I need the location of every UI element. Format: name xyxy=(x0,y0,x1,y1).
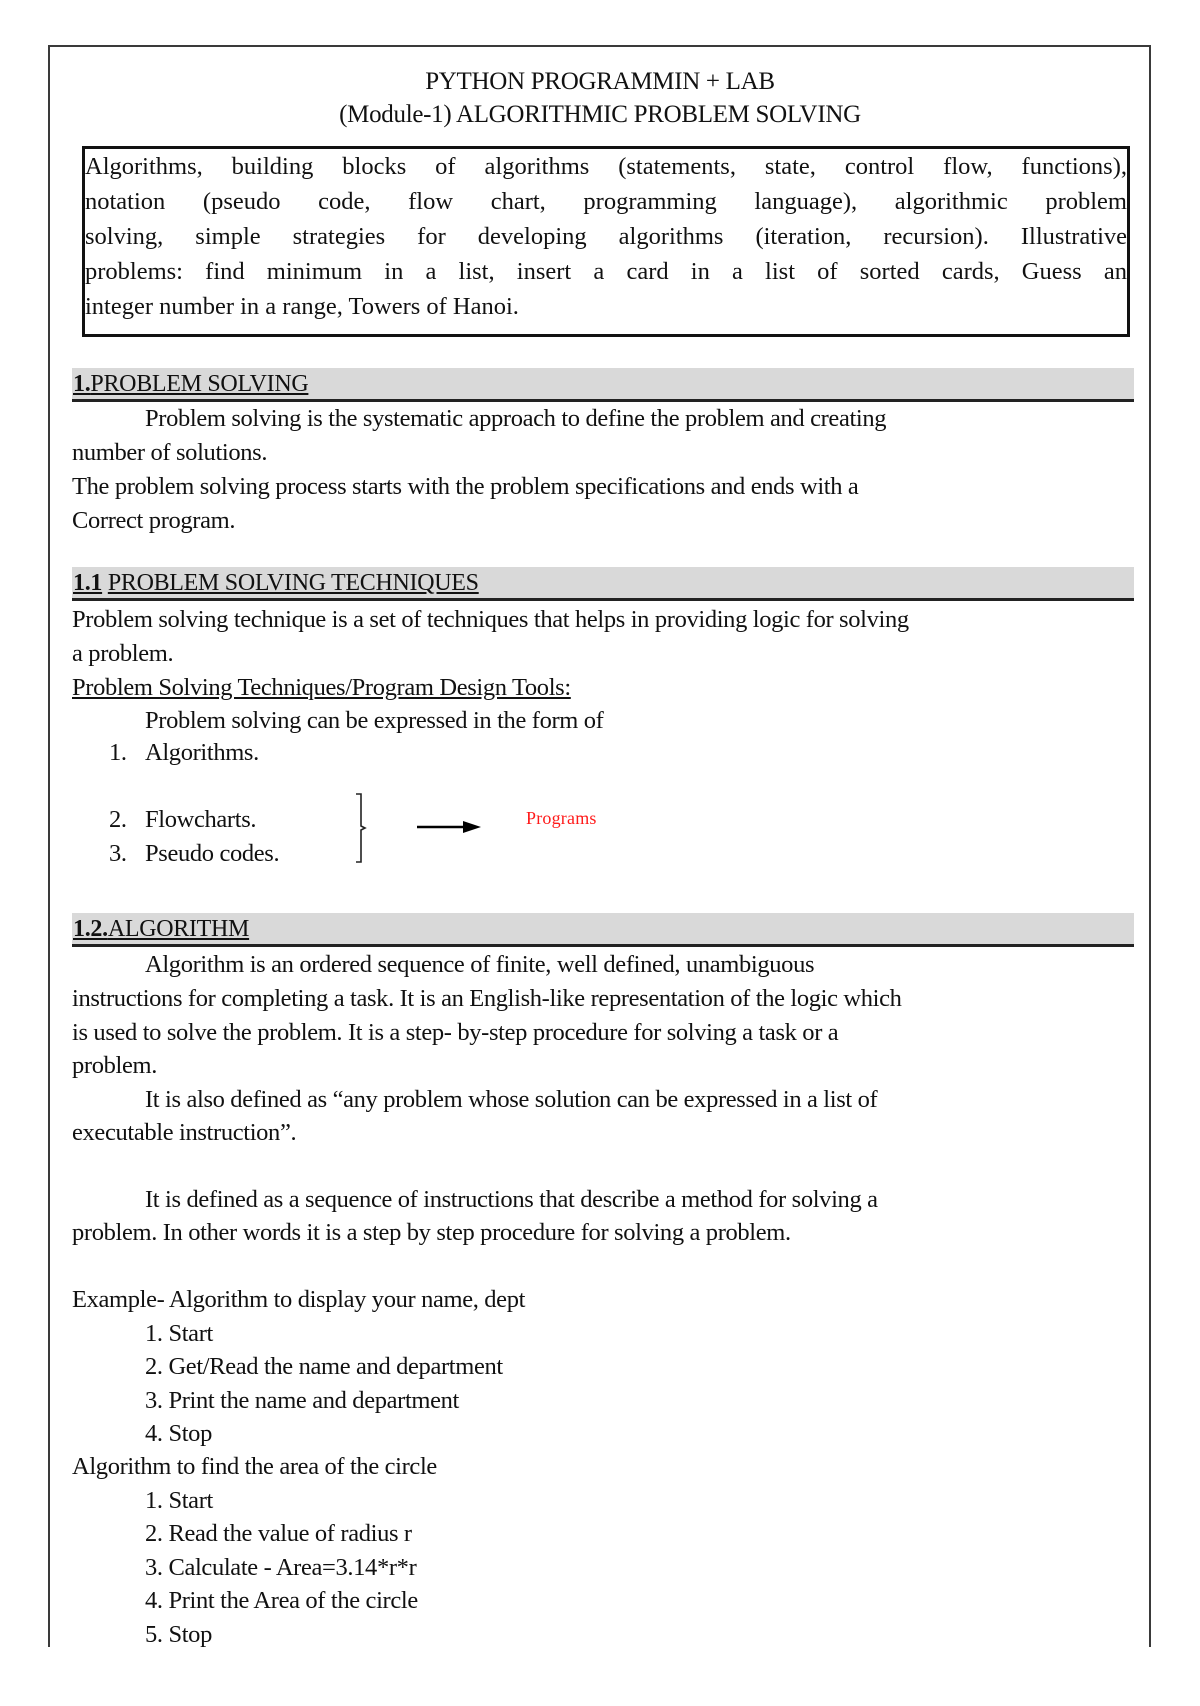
summary-line: Algorithms, building blocks of algorithms (statements, state, control flow, functions), xyxy=(85,153,1127,180)
example-heading: Example- Algorithm to display your name, dept xyxy=(72,1286,526,1313)
section-heading-problem-solving-techniques xyxy=(72,567,1134,601)
summary-line: notation (pseudo code, flow chart, programming language), algorithmic problem xyxy=(85,188,1127,215)
example-step: 4. Print the Area of the circle xyxy=(145,1587,418,1614)
programs-label: Programs xyxy=(526,808,597,828)
paragraph-line: executable instruction”. xyxy=(72,1119,297,1146)
section-title: ALGORITHM xyxy=(107,916,250,942)
paragraph-line: problem. In other words it is a step by step procedure for solving a problem. xyxy=(72,1219,791,1246)
summary-line: problems: find minimum in a list, insert a card in a list of sorted cards, Guess an xyxy=(85,258,1127,285)
section-number: 1.1 xyxy=(73,570,103,596)
tool-item-pseudo-codes: Pseudo codes. xyxy=(145,840,280,867)
paragraph-line: It is also defined as “any problem whose solution can be expressed in a list of xyxy=(145,1086,878,1113)
tool-number: 2. xyxy=(109,806,127,833)
paragraph-line: a problem. xyxy=(72,640,174,667)
section-heading-algorithm xyxy=(72,913,1134,947)
summary-line: solving, simple strategies for developing algorithms (iteration, recursion). Illustrative xyxy=(85,223,1127,250)
section-number: 1.2. xyxy=(73,916,108,942)
section-title: PROBLEM SOLVING xyxy=(90,371,309,397)
example-step: 4. Stop xyxy=(145,1420,212,1447)
paragraph-line: instructions for completing a task. It is an English-like representation of the logic which xyxy=(72,985,902,1012)
right-brace-icon xyxy=(355,793,367,863)
paragraph-line: problem. xyxy=(72,1052,157,1079)
paragraph-line: The problem solving process starts with the problem specifications and ends with a xyxy=(72,473,859,500)
example-step: 1. Start xyxy=(145,1487,213,1514)
paragraph-line: Problem solving can be expressed in the form of xyxy=(145,707,604,734)
tool-number: 3. xyxy=(109,840,127,867)
example-step: 2. Get/Read the name and department xyxy=(145,1353,503,1380)
paragraph-line: number of solutions. xyxy=(72,439,268,466)
paragraph-line: It is defined as a sequence of instructions that describe a method for solving a xyxy=(145,1186,878,1213)
section-number: 1. xyxy=(73,371,91,397)
example-step: 5. Stop xyxy=(145,1621,212,1648)
paragraph-line: Algorithm is an ordered sequence of finite, well defined, unambiguous xyxy=(145,951,815,978)
section-heading-problem-solving xyxy=(72,368,1134,402)
paragraph-line: Problem solving is the systematic approach to define the problem and creating xyxy=(145,405,887,432)
tool-number: 1. xyxy=(109,739,127,766)
section-title: PROBLEM SOLVING TECHNIQUES xyxy=(107,570,479,596)
subheading-design-tools: Problem Solving Techniques/Program Design Tools: xyxy=(72,674,571,701)
arrow-right-icon xyxy=(417,820,481,834)
document-title: PYTHON PROGRAMMIN + LAB xyxy=(425,68,775,95)
example-step: 1. Start xyxy=(145,1320,213,1347)
example-heading: Algorithm to find the area of the circle xyxy=(72,1453,437,1480)
tool-item-flowcharts: Flowcharts. xyxy=(145,806,257,833)
syllabus-summary-box xyxy=(82,146,1130,337)
module-title: (Module-1) ALGORITHMIC PROBLEM SOLVING xyxy=(339,101,861,128)
tool-item-algorithms: Algorithms. xyxy=(145,739,259,766)
paragraph-line: Problem solving technique is a set of techniques that helps in providing logic for solving xyxy=(72,606,909,633)
paragraph-line: Correct program. xyxy=(72,507,236,534)
example-step: 3. Print the name and department xyxy=(145,1387,460,1414)
example-step: 2. Read the value of radius r xyxy=(145,1520,412,1547)
paragraph-line: is used to solve the problem. It is a step- by-step procedure for solving a task or a xyxy=(72,1019,839,1046)
summary-line: integer number in a range, Towers of Hanoi. xyxy=(85,293,519,320)
example-step: 3. Calculate - Area=3.14*r*r xyxy=(145,1554,417,1581)
